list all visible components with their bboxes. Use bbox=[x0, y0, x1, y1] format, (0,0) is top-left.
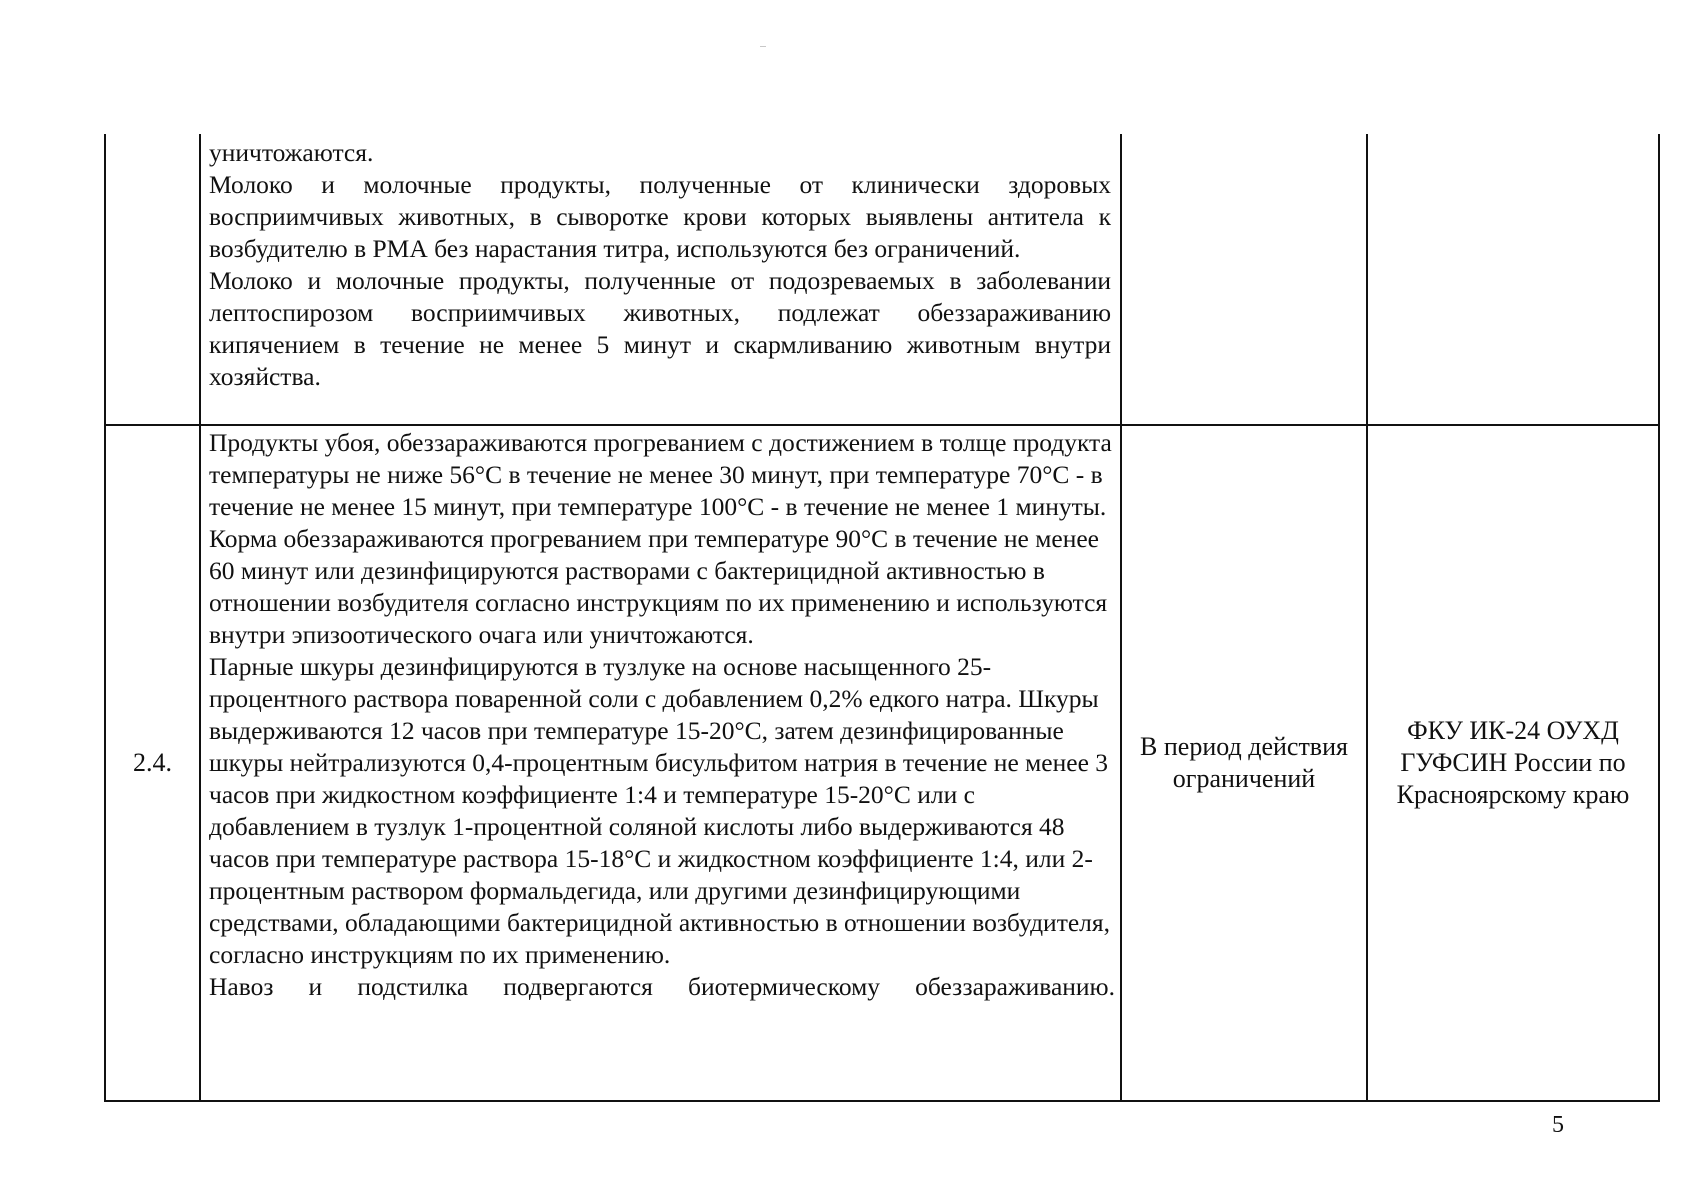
description-paragraph: Корма обеззараживаются прогреванием при температуре 90°С в течение не менее 60 минут или дезинфицируются растворами с бактерицидной активностью в отношении возбудителя согласно инструкциям по их применению и используются внутри эпизоотического очага или уничтожаются. bbox=[209, 524, 1108, 649]
table-border-col-1 bbox=[199, 134, 201, 1102]
description-paragraph: Навоз и подстилка подвергаются биотермическому обеззараживанию. bbox=[209, 972, 1115, 1001]
page-number: 5 bbox=[1552, 1112, 1564, 1138]
table-border-bottom bbox=[104, 1100, 1660, 1102]
row-number-text: 2.4. bbox=[133, 748, 172, 777]
description-paragraph: Молоко и молочные продукты, полученные от подозреваемых в заболевании лептоспирозом восприимчивых животных, подлежат обеззараживанию кипячением в течение не менее 5 минут и скармливанию животным внутри хозяйства. bbox=[209, 266, 1111, 391]
responsible-text: ФКУ ИК-24 ОУХД ГУФСИН России по Красноярскому краю bbox=[1396, 716, 1630, 809]
description-paragraph: Продукты убоя, обеззараживаются прогреванием с достижением в толще продукта температуры не ниже 56°С в течение не менее 30 минут, при температуре 70°С - в течение не менее 15 минут, при температуре 100°С - в течение не менее 1 минуты. bbox=[209, 428, 1112, 521]
period-cell bbox=[1122, 426, 1366, 1100]
measures-table bbox=[104, 134, 1660, 1102]
row-2-4-description bbox=[209, 425, 1115, 1100]
description-paragraph: Парные шкуры дезинфицируются в тузлуке на основе насыщенного 25-процентного раствора поваренной соли с добавлением 0,2% едкого натра. Шкуры выдерживаются 12 часов при температуре 15-20°С, затем дезинфицированные шкуры нейтрализуются 0,4-процентным бисульфитом натрия в течение не менее 3 часов при жидкостном коэффициенте 1:4 и температуре 15-20°С или с добавлением в тузлук 1-процентной соляной кислоты либо выдерживаются 48 часов при температуре раствора 15-18°С и жидкостном коэффициенте 1:4, или 2-процентным раствором формальдегида, или другими дезинфицирующими средствами, обладающими бактерицидной активностью в отношении возбудителя, согласно инструкциям по их применению. bbox=[209, 652, 1110, 969]
table-border-right bbox=[1658, 134, 1660, 1102]
scan-artifact bbox=[760, 46, 766, 47]
continued-row-description bbox=[209, 134, 1111, 424]
period-text: В период действия ограничений bbox=[1140, 732, 1348, 793]
description-paragraph: Молоко и молочные продукты, полученные от клинически здоровых восприимчивых животных, в сыворотке крови которых выявлены антитела к возбудителю в РМА без нарастания титра, используются без ограничений. bbox=[209, 170, 1111, 263]
responsible-cell bbox=[1368, 426, 1658, 1100]
description-paragraph: уничтожаются. bbox=[209, 138, 374, 167]
row-number bbox=[106, 426, 199, 1100]
